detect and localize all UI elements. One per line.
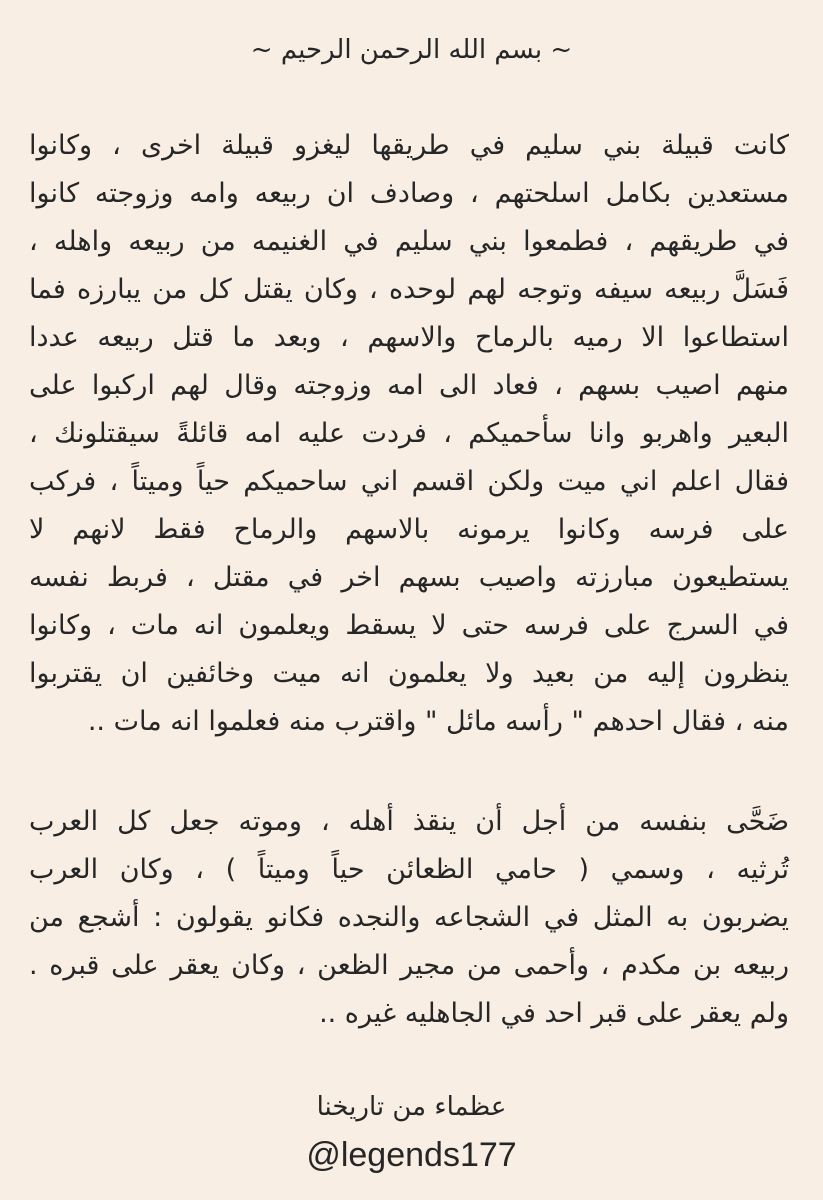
text-line: كانت قبيلة بني سليم في طريقها ليغزو قبيلة اخرى ، وكانوا xyxy=(29,130,789,161)
text-line: فقال اعلم اني ميت ولكن اقسم اني ساحميكم حياً وميتاً ، فركب xyxy=(29,466,789,497)
text-line: منه ، فقال احدهم " رأسه مائل " واقترب منه فعلموا انه مات .. xyxy=(87,706,789,737)
text-line: ينظرون إليه من بعيد ولا يعلمون انه ميت وخائفين ان يقتربوا xyxy=(29,658,789,689)
text-line: في السرج على فرسه حتى لا يسقط ويعلمون انه مات ، وكانوا xyxy=(29,610,789,641)
signature-name: عظماء من تاريخنا xyxy=(316,1092,507,1122)
text-line: البعير واهربو وانا سأحميكم ، فردت عليه امه قائلةً سيقتلونك ، xyxy=(29,418,789,449)
text-line: يضربون به المثل في الشجاعه والنجده فكانو يقولون : أشجع من xyxy=(29,902,789,933)
text-line: تُرثيه ، وسمي ( حامي الظعائن حياً وميتاً ) ، وكان العرب xyxy=(29,854,789,885)
text-line: في طريقهم ، فطمعوا بني سليم في الغنيمه من ربيعه واهله ، xyxy=(29,226,789,257)
text-line: مستعدين بكامل اسلحتهم ، وصادف ان ربيعه وامه وزوجته كانوا xyxy=(29,178,789,209)
text-line: على فرسه وكانوا يرمونه بالاسهم والرماح فقط لانهم لا xyxy=(29,514,789,545)
text-line: ربيعه بن مكدم ، وأحمى من مجير الظعن ، وكان يعقر على قبره . xyxy=(29,950,789,981)
text-line: يستطيعون مبارزته واصيب بسهم اخر في مقتل ، فربط نفسه xyxy=(29,562,789,593)
text-line: منهم اصيب بسهم ، فعاد الى امه وزوجته وقال لهم اركبوا على xyxy=(29,370,789,401)
text-line: ضَحَّى بنفسه من أجل أن ينقذ أهله ، وموته جعل كل العرب xyxy=(29,806,789,837)
signature-handle: @legends177 xyxy=(306,1136,517,1174)
text-line: ولم يعقر على قبر احد في الجاهليه غيره .. xyxy=(319,998,789,1029)
bismillah-heading: ~ بسم الله الرحمن الرحيم ~ xyxy=(250,35,573,65)
legacy-paragraph xyxy=(29,798,789,1038)
text-line: استطاعوا الا رميه بالرماح والاسهم ، وبعد ما قتل ربيعه عددا xyxy=(29,322,789,353)
text-line: فَسَلَّ ربيعه سيفه وتوجه لهم لوحده ، وكان يقتل كل من يبارزه فما xyxy=(29,274,789,305)
story-paragraph xyxy=(29,122,789,746)
